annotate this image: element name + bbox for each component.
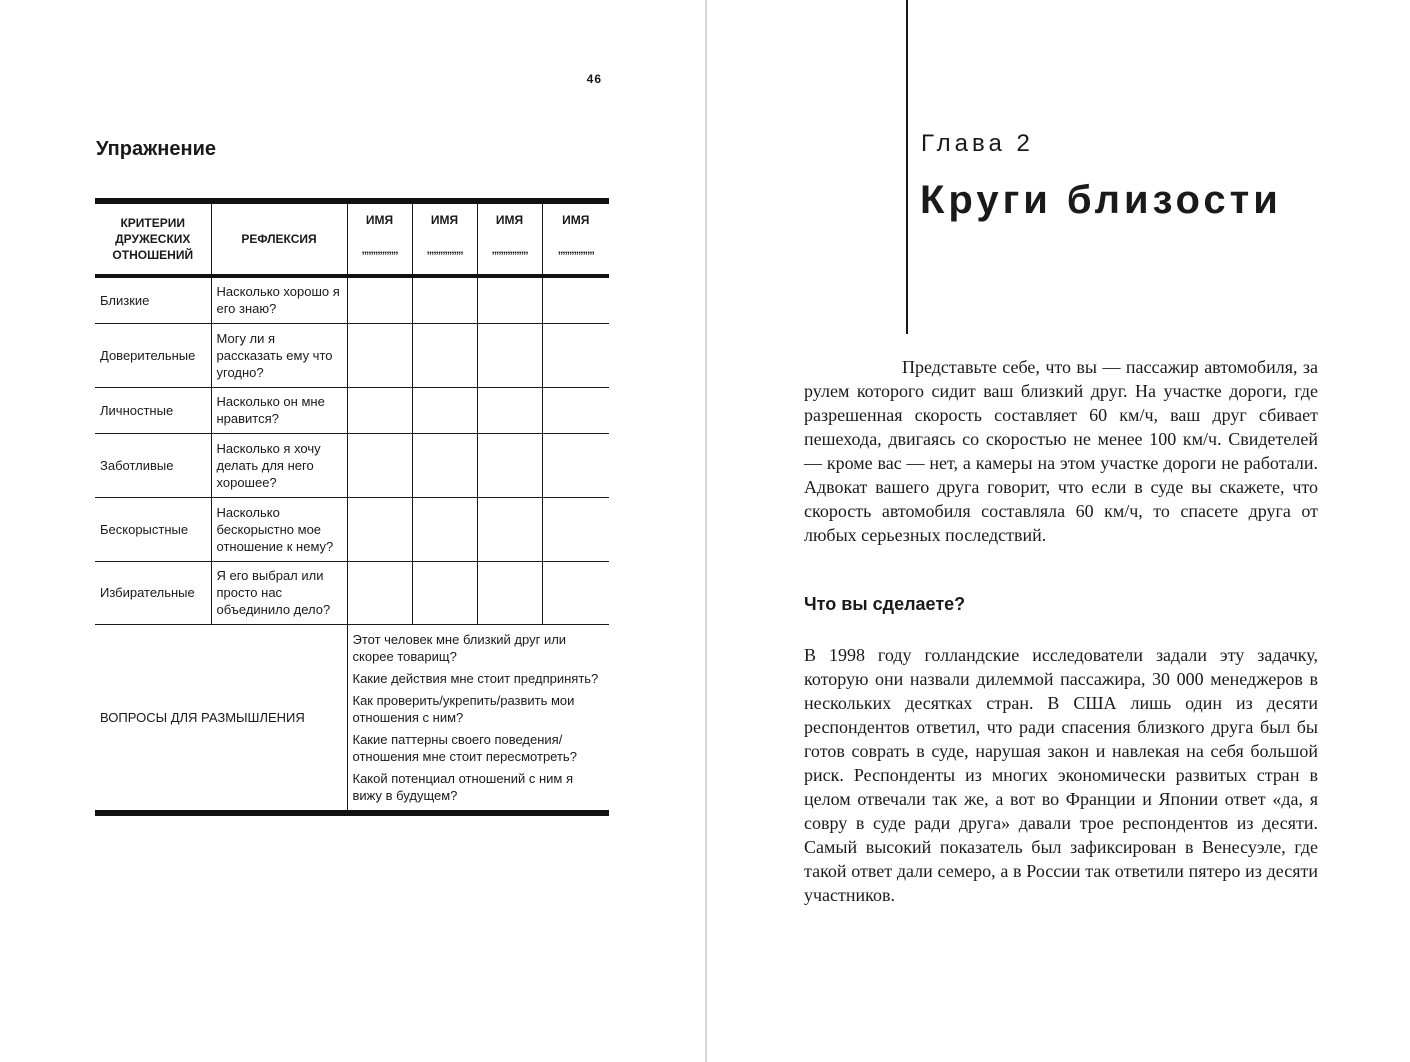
name-label: ИМЯ [430, 213, 459, 227]
chapter-title: Круги близости [920, 178, 1282, 222]
reflection-cell: Насколько бескорыстно мое отношение к нему? [211, 497, 347, 561]
rating-cell[interactable] [412, 561, 477, 624]
reflection-question: Этот человек мне близкий друг или скорее товарищ? [352, 631, 567, 664]
rating-cell[interactable] [542, 497, 609, 561]
rating-cell[interactable] [542, 561, 609, 624]
friendship-exercise-table [95, 198, 609, 816]
rating-cell[interactable] [542, 323, 609, 387]
table-row [95, 561, 609, 624]
rating-cell[interactable] [347, 561, 412, 624]
reflection-cell: Насколько он мне нравится? [211, 387, 347, 433]
table-row [95, 433, 609, 497]
name-header-4 [542, 201, 609, 276]
criterion-cell: Бескорыстные [95, 497, 211, 561]
reflection-cell: Могу ли я рассказать ему что угодно? [211, 323, 347, 387]
rating-cell[interactable] [412, 497, 477, 561]
rating-cell[interactable] [347, 323, 412, 387]
rating-cell[interactable] [542, 387, 609, 433]
criteria-header: КРИТЕРИИ ДРУЖЕСКИХ ОТНОШЕНИЙ [95, 201, 211, 276]
rating-cell[interactable] [477, 433, 542, 497]
rating-cell[interactable] [477, 387, 542, 433]
rating-cell[interactable] [347, 387, 412, 433]
exercise-title: Упражнение [96, 138, 216, 160]
rating-cell[interactable] [477, 497, 542, 561]
criterion-cell: Близкие [95, 276, 211, 323]
name-placeholder: „„„„„„„„ [557, 244, 594, 256]
chapter-vertical-rule [906, 0, 908, 334]
name-label: ИМЯ [495, 213, 524, 227]
rating-cell[interactable] [542, 276, 609, 323]
rating-cell[interactable] [412, 387, 477, 433]
rating-cell[interactable] [477, 276, 542, 323]
section-heading: Что вы сделаете? [804, 594, 966, 614]
name-label: ИМЯ [365, 213, 394, 227]
rating-cell[interactable] [412, 276, 477, 323]
name-label: ИМЯ [562, 213, 590, 227]
rating-cell[interactable] [347, 497, 412, 561]
rating-cell[interactable] [412, 433, 477, 497]
table-row [95, 323, 609, 387]
chapter-label: Глава 2 [921, 130, 1034, 157]
body-paragraph: В 1998 году голландские исследователи задали эту задачку, которую они назвали дилеммой пассажира, 30 000 менеджеров в нескольких десятках стран. В США лишь один из десяти респондентов ответил, что ради спасения близкого друга был бы готов соврать в суде, нарушая закон и навлекая на себя большой риск. Респонденты из многих экономически развитых стран в целом отвечали так же, а вот во Франции и Японии ответ «да, я совру в суде ради друга» давали трое респондентов из десяти. Самый высокий показатель был зафиксирован в Венесуэле, где такой ответ дали семеро, а в России так ответили пятеро из десяти участников. [804, 645, 1318, 905]
rating-cell[interactable] [412, 323, 477, 387]
table-row [95, 387, 609, 433]
reflection-questions-label: ВОПРОСЫ ДЛЯ РАЗМЫШЛЕНИЯ [95, 624, 347, 813]
criterion-cell: Доверительные [95, 323, 211, 387]
reflection-question: Как проверить/укрепить/развить мои отношения с ним? [352, 692, 575, 725]
criterion-cell: Личностные [95, 387, 211, 433]
name-placeholder: „„„„„„„„ [426, 244, 463, 256]
criterion-cell: Заботливые [95, 433, 211, 497]
page-number: 46 [586, 72, 602, 86]
name-header-3 [477, 201, 542, 276]
reflection-questions-row [95, 624, 609, 813]
rating-cell[interactable] [477, 561, 542, 624]
reflection-header: РЕФЛЕКСИЯ [211, 201, 347, 276]
reflection-question: Какие паттерны своего поведения/отношения мне стоит пересмотреть? [352, 731, 577, 764]
criterion-cell: Избирательные [95, 561, 211, 624]
name-placeholder: „„„„„„„„ [491, 244, 528, 256]
rating-cell[interactable] [347, 433, 412, 497]
table-header-row [95, 201, 609, 276]
table-row [95, 497, 609, 561]
rating-cell[interactable] [347, 276, 412, 323]
reflection-question: Какие действия мне стоит предпринять? [352, 670, 599, 686]
reflection-cell: Насколько хорошо я его знаю? [211, 276, 347, 323]
reflection-cell: Насколько я хочу делать для него хорошее? [211, 433, 347, 497]
table-row [95, 276, 609, 323]
intro-paragraph: Представьте себе, что вы — пассажир автомобиля, за рулем которого сидит ваш близкий друг. На участке дороги, где разрешенная скорость составляет 60 км/ч, ваш друг сбивает пешехода, двигаясь со скоростью не менее 100 км/ч. Свидетелей — кроме вас — нет, а камеры на этом участке дороги не работали. Адвокат вашего друга говорит, что если в суде вы скажете, что скорость автомобиля составляла 60 км/ч, то спасете друга от любых серьезных последствий. [804, 357, 1318, 545]
rating-cell[interactable] [542, 433, 609, 497]
rating-cell[interactable] [477, 323, 542, 387]
reflection-questions-list [347, 624, 609, 813]
name-header-2 [412, 201, 477, 276]
reflection-question: Какой потенциал отношений с ним я вижу в будущем? [352, 770, 573, 803]
name-placeholder: „„„„„„„„ [361, 244, 398, 256]
name-header-1 [347, 201, 412, 276]
book-spine [705, 0, 707, 1062]
reflection-cell: Я его выбрал или просто нас объединило дело? [211, 561, 347, 624]
